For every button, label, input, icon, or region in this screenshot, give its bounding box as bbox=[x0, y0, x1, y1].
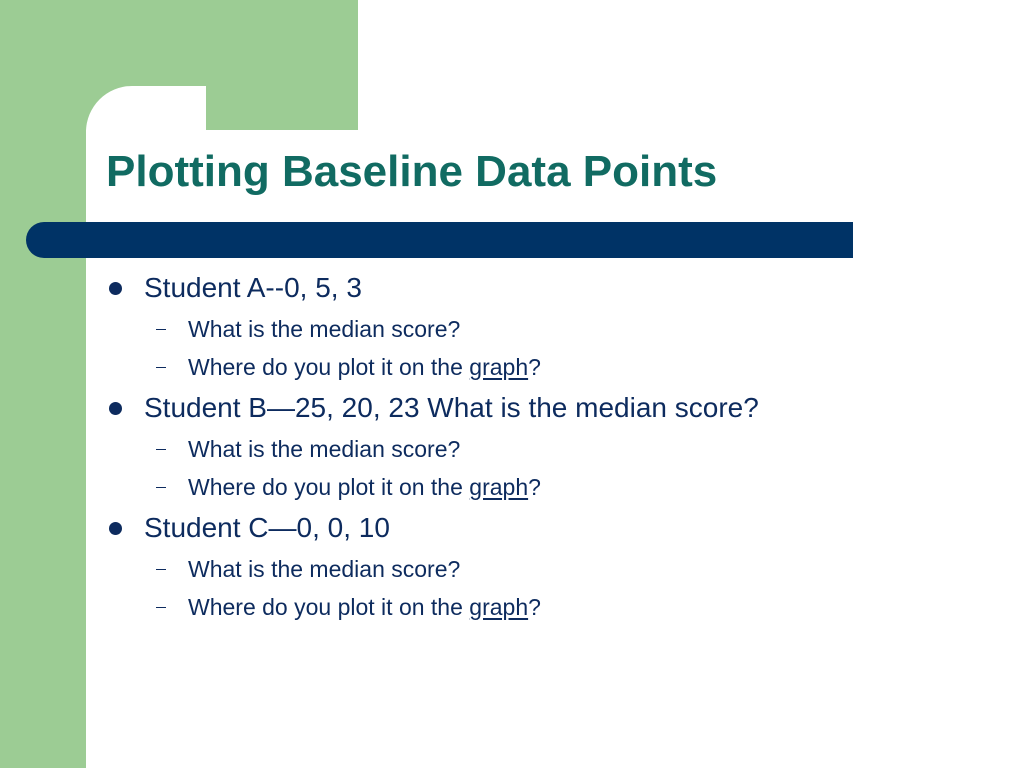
bullet-text: Student C—0, 0, 10 bbox=[144, 512, 390, 543]
graph-link[interactable]: graph bbox=[469, 474, 529, 500]
bullet-item bbox=[104, 386, 984, 430]
sub-bullet-text: Where do you plot it on the bbox=[188, 474, 470, 500]
sub-bullet-item bbox=[104, 310, 984, 348]
sub-bullet-text: Where do you plot it on the bbox=[188, 354, 470, 380]
dash-icon bbox=[156, 449, 166, 450]
sub-bullet-text: What is the median score? bbox=[188, 316, 461, 342]
sub-bullet-suffix: ? bbox=[528, 474, 541, 500]
bullet-item bbox=[104, 266, 984, 310]
title-underline-bar bbox=[26, 222, 853, 258]
bullet-text: Student A--0, 5, 3 bbox=[144, 272, 362, 303]
sub-bullet-item bbox=[104, 588, 984, 626]
dash-icon bbox=[156, 329, 166, 330]
dash-icon bbox=[156, 607, 166, 608]
bullet-dot-icon bbox=[109, 522, 122, 535]
dash-icon bbox=[156, 569, 166, 570]
bullet-item bbox=[104, 506, 984, 550]
dash-icon bbox=[156, 367, 166, 368]
sub-bullet-item bbox=[104, 550, 984, 588]
sub-bullet-text: What is the median score? bbox=[188, 556, 461, 582]
sub-bullet-suffix: ? bbox=[528, 594, 541, 620]
sub-bullet-text: What is the median score? bbox=[188, 436, 461, 462]
graph-link[interactable]: graph bbox=[469, 594, 529, 620]
sub-bullet-item bbox=[104, 430, 984, 468]
sub-bullet-text: Where do you plot it on the bbox=[188, 594, 470, 620]
sub-bullet-item bbox=[104, 468, 984, 506]
bullet-list bbox=[104, 266, 984, 626]
dash-icon bbox=[156, 487, 166, 488]
bullet-dot-icon bbox=[109, 282, 122, 295]
graph-link[interactable]: graph bbox=[469, 354, 529, 380]
sub-bullet-suffix: ? bbox=[528, 354, 541, 380]
slide-title: Plotting Baseline Data Points bbox=[106, 147, 718, 196]
bullet-text: Student B—25, 20, 23 What is the median score? bbox=[144, 392, 759, 423]
bullet-dot-icon bbox=[109, 402, 122, 415]
sub-bullet-item bbox=[104, 348, 984, 386]
